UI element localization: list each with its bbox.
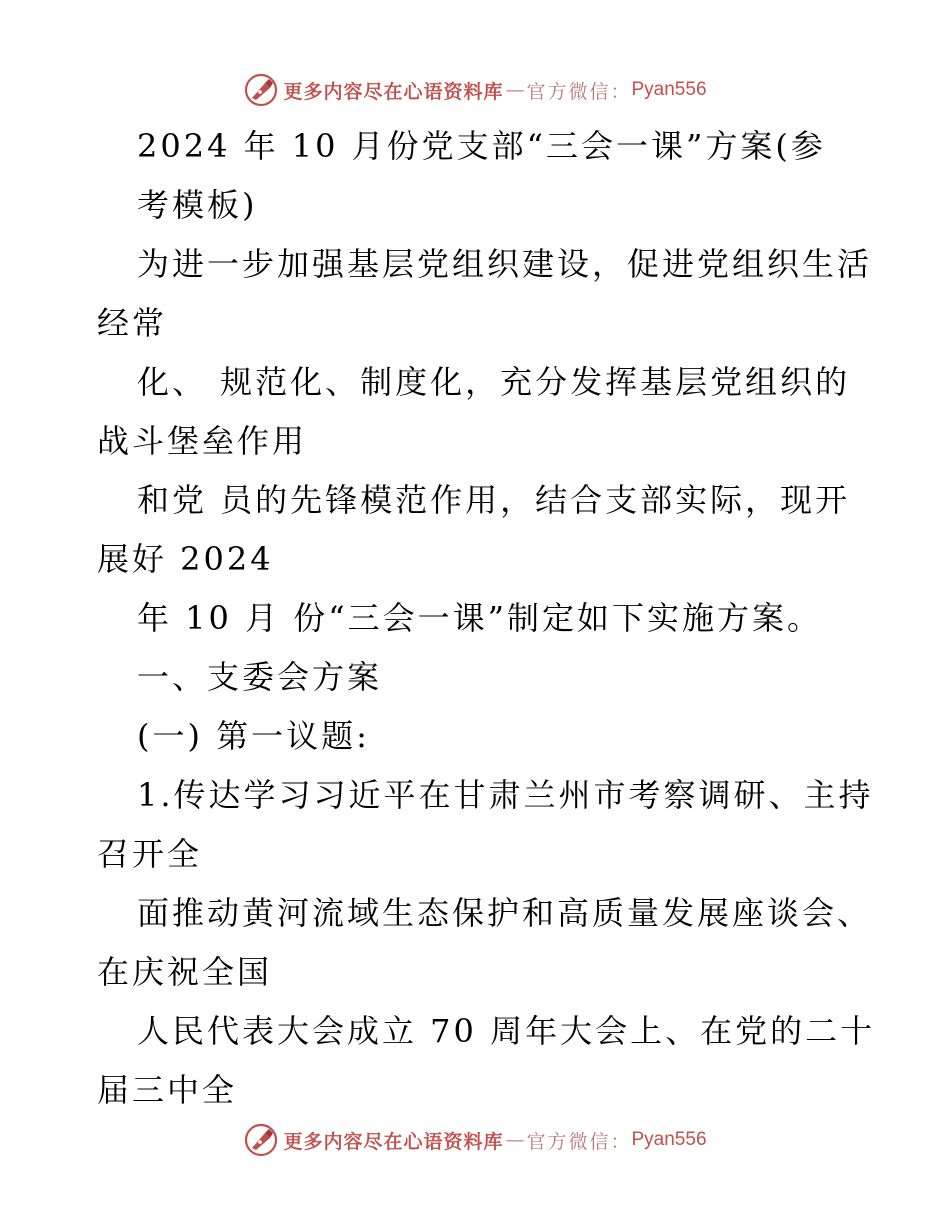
item-1-line-b: 召开全 xyxy=(97,835,203,873)
subsection-heading-1: (一) 第一议题: xyxy=(137,717,370,755)
doc-title-line-2: 考模板) xyxy=(137,186,258,224)
watermark-text: 更多内容尽在心语资料库 xyxy=(283,1130,504,1153)
intro-line-1a: 为进一步加强基层党组织建设，促进党组织生活 xyxy=(137,245,873,283)
intro-line-3b: 展好 2024 xyxy=(97,540,274,578)
watermark-dash: — xyxy=(505,1129,525,1151)
item-1-line-e: 人民代表大会成立 70 周年大会上、在党的二十 xyxy=(137,1012,876,1050)
intro-line-3a: 和党 员的先锋模范作用，结合支部实际，现开 xyxy=(137,481,851,519)
pen-nib-logo-icon xyxy=(243,72,279,108)
pen-nib-logo-icon xyxy=(243,1122,279,1158)
intro-line-4: 年 10 月 份“三会一课”制定如下实施方案。 xyxy=(137,599,822,637)
intro-line-2a: 化、 规范化、制度化，充分发挥基层党组织的 xyxy=(137,363,851,401)
watermark-footer xyxy=(0,1120,950,1160)
doc-title-line-1: 2024 年 10 月份党支部“三会一课”方案(参 xyxy=(137,127,826,165)
watermark-wechat-label: 官方微信： xyxy=(526,80,632,103)
watermark-wechat-account: Pyan556 xyxy=(631,79,707,100)
watermark-text: 更多内容尽在心语资料库 xyxy=(283,80,504,103)
item-1-line-f: 届三中全 xyxy=(97,1071,238,1109)
intro-line-1b: 经常 xyxy=(97,304,168,342)
intro-line-2b: 战斗堡垒作用 xyxy=(97,422,308,460)
item-1-line-d: 在庆祝全国 xyxy=(97,953,273,991)
watermark-header xyxy=(0,70,950,110)
item-1-line-a: 1.传达学习习近平在甘肃兰州市考察调研、主持 xyxy=(137,776,874,814)
watermark-dash: — xyxy=(505,79,525,101)
watermark-wechat-label: 官方微信： xyxy=(526,1130,632,1153)
item-1-line-c: 面推动黄河流域生态保护和高质量发展座谈会、 xyxy=(137,894,873,932)
document-body xyxy=(97,117,876,1120)
section-heading-1: 一、支委会方案 xyxy=(137,658,383,696)
watermark-wechat-account: Pyan556 xyxy=(631,1129,707,1150)
